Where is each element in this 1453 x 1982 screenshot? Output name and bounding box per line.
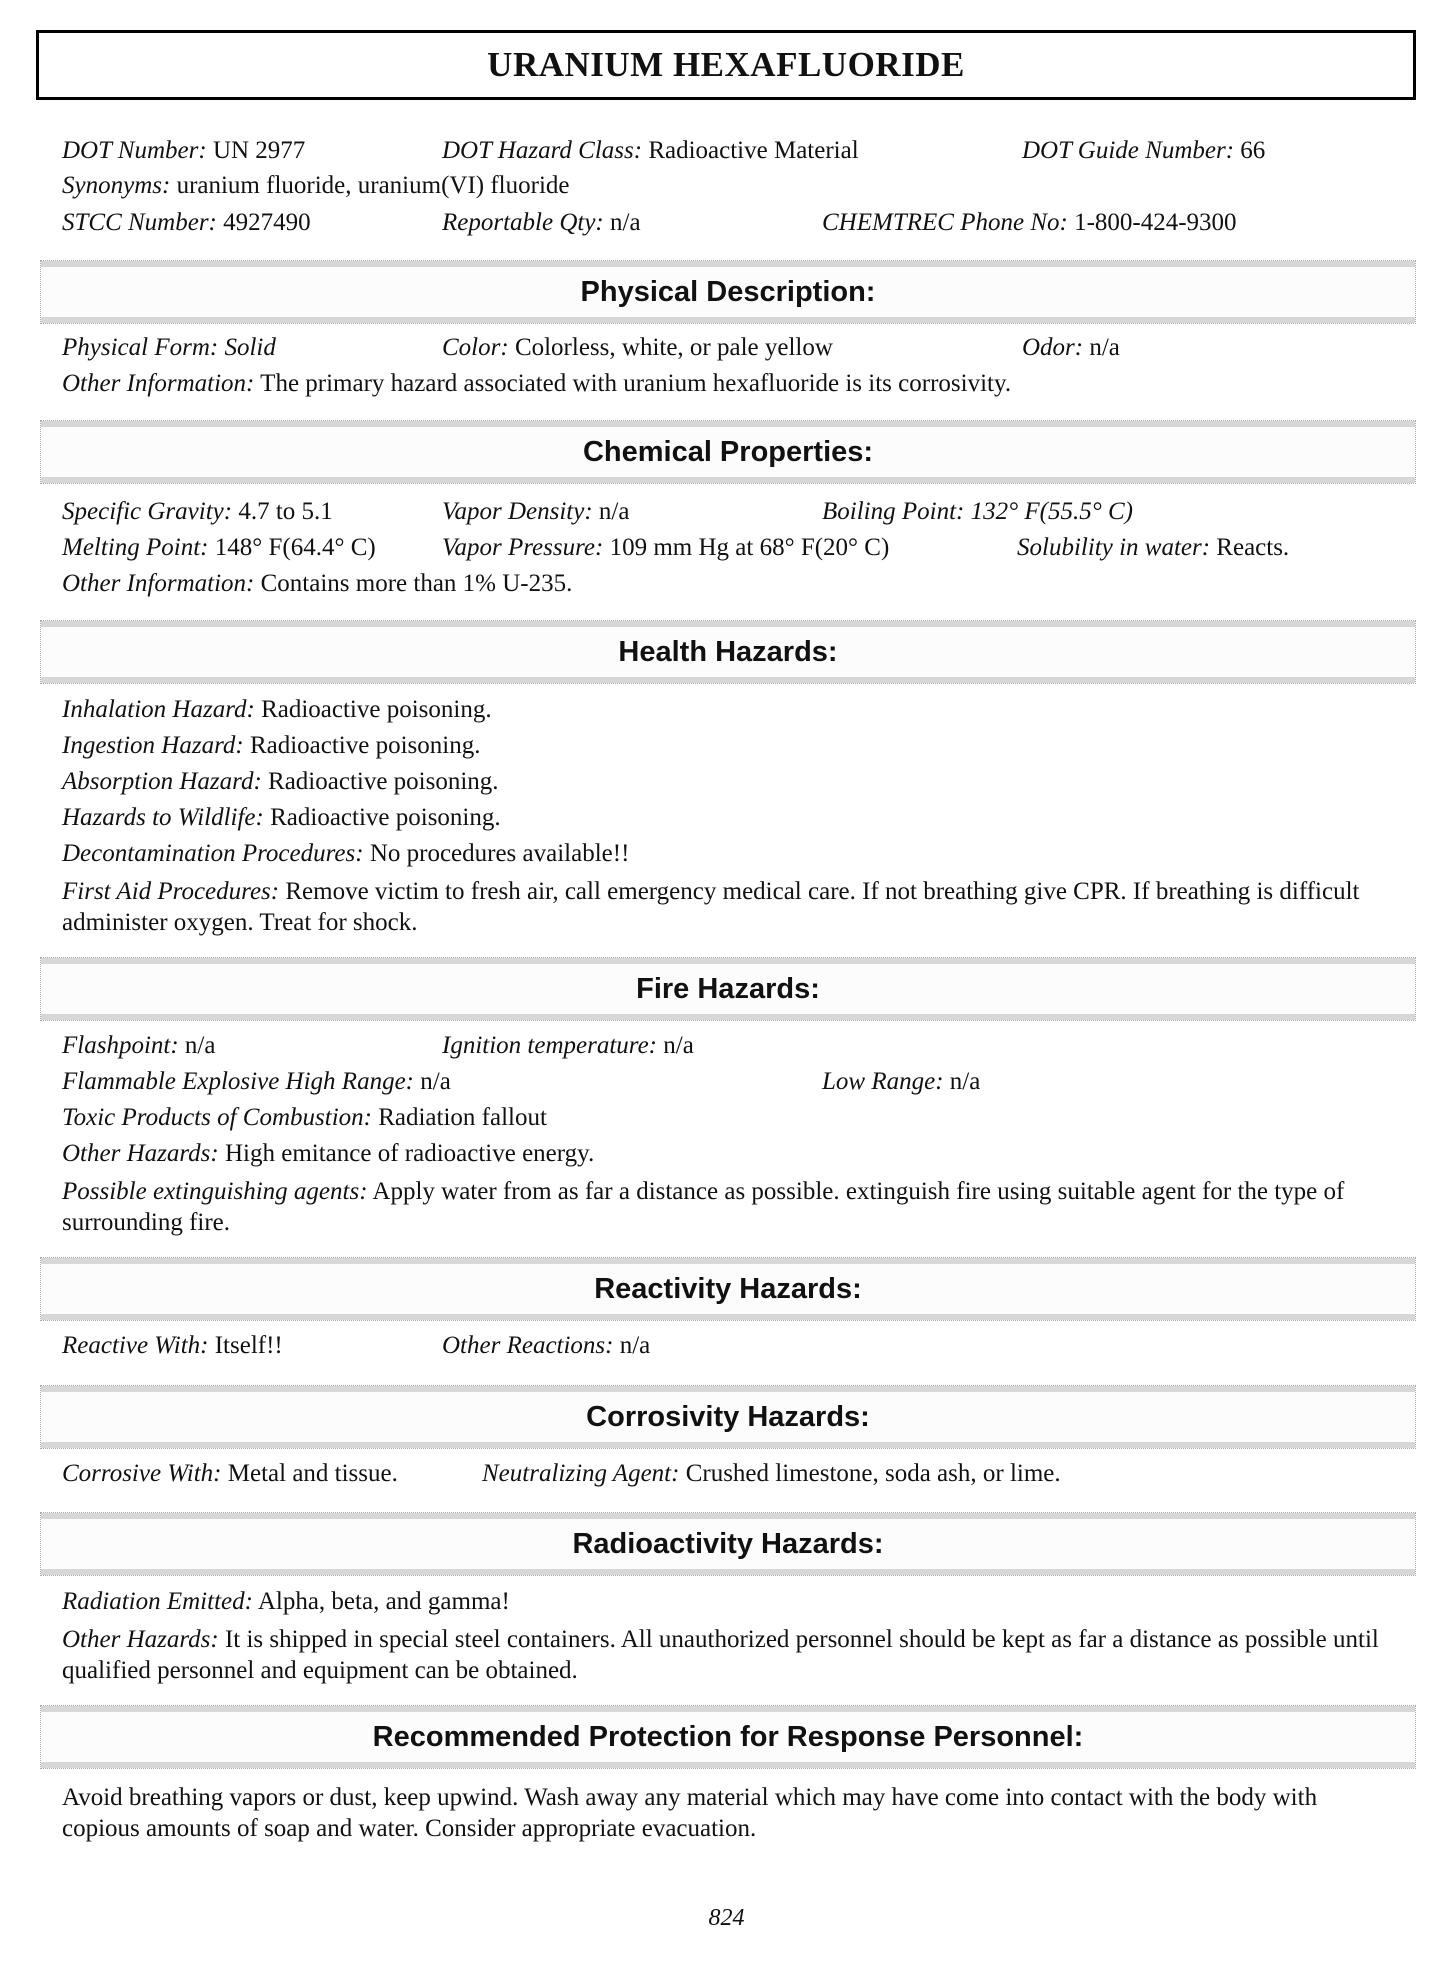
- toxic-products-field: Toxic Products of Combustion: Radiation fallout: [62, 1104, 547, 1131]
- reportable-qty-value: n/a: [610, 209, 641, 236]
- neutralizing-agent-value: Crushed limestone, soda ash, or lime.: [685, 1460, 1061, 1487]
- dot-number-value: UN 2977: [212, 137, 306, 164]
- specific-gravity-value: 4.7 to 5.1: [238, 498, 333, 525]
- solubility-field: Solubility in water: Reacts.: [1017, 534, 1290, 561]
- chemtrec-phone-value: 1-800-424-9300: [1074, 209, 1237, 236]
- protection-heading: Recommended Protection for Response Personnel:: [372, 1720, 1084, 1753]
- corrosive-with-field: Corrosive With: Metal and tissue.: [62, 1460, 398, 1487]
- decontamination-value: No procedures available!!: [369, 840, 630, 867]
- extinguishing-agents-value: Apply water from as far a distance as possible. extinguish fire using suitable agent for the type of surrounding fire.: [62, 1178, 1345, 1236]
- odor-value: n/a: [1089, 334, 1120, 361]
- vapor-density-value: n/a: [598, 498, 630, 525]
- flashpoint-value: n/a: [184, 1032, 216, 1059]
- decontamination-field: Decontamination Procedures: No procedures available!!: [62, 840, 630, 867]
- reactive-with-field: Reactive With: Itself!!: [62, 1332, 283, 1359]
- corrosive-with-value: Metal and tissue.: [227, 1460, 398, 1487]
- first-aid-field: First Aid Procedures: Remove victim to fresh air, call emergency medical care. If not breathing give CPR. If breathing is difficult administer oxygen. Treat for shock.: [62, 878, 1360, 936]
- vapor-pressure-value: 109 mm Hg at 68° F(20° C): [609, 534, 890, 561]
- radiation-emitted-field: Radiation Emitted: Alpha, beta, and gamma!: [62, 1588, 510, 1615]
- melting-point-value: 148° F(64.4° C): [214, 534, 376, 561]
- fire-other-hazards-value: High emitance of radioactive energy.: [224, 1140, 595, 1167]
- ignition-temperature-field: Ignition temperature: n/a: [442, 1032, 694, 1059]
- radioactivity-other-hazards-field: Other Hazards: It is shipped in special steel containers. All unauthorized personnel should be kept as far a distance as possible until qualified personnel and equipment can be obtained.: [62, 1626, 1379, 1684]
- chemtrec-phone-field: CHEMTREC Phone No: 1-800-424-9300: [822, 209, 1237, 236]
- dot-hazard-class-field: DOT Hazard Class: Radioactive Material: [442, 137, 859, 164]
- reportable-qty-field: Reportable Qty: n/a: [442, 209, 641, 236]
- inhalation-hazard-field: Inhalation Hazard: Radioactive poisoning.: [62, 696, 492, 723]
- odor-field: Odor: n/a: [1022, 334, 1120, 361]
- radiation-emitted-value: Alpha, beta, and gamma!: [257, 1588, 510, 1615]
- chemical-other-value: Contains more than 1% U-235.: [260, 570, 573, 597]
- other-reactions-field: Other Reactions: n/a: [442, 1332, 651, 1359]
- physical-other-value: The primary hazard associated with uranium hexafluoride is its corrosivity.: [260, 370, 1012, 397]
- physical-description-heading: Physical Description:: [580, 275, 876, 308]
- synonyms-value: uranium fluoride, uranium(VI) fluoride: [176, 172, 570, 199]
- page-title: URANIUM HEXAFLUORIDE: [487, 45, 965, 84]
- fire-other-hazards-field: Other Hazards: High emitance of radioactive energy.: [62, 1140, 595, 1167]
- dot-guide-number-field: DOT Guide Number: 66: [1022, 137, 1266, 164]
- reactive-with-value: Itself!!: [214, 1332, 283, 1359]
- protection-text: Avoid breathing vapors or dust, keep upwind. Wash away any material which may have come into contact with the body with copious amounts of soap and water. Consider appropriate evacuation.: [62, 1784, 1318, 1842]
- radioactivity-hazards-heading-band: [40, 1512, 1416, 1576]
- synonyms-field: Synonyms: uranium fluoride, uranium(VI) fluoride: [62, 172, 570, 199]
- extinguishing-agents-field: Possible extinguishing agents: Apply water from as far a distance as possible. extinguish fire using suitable agent for the type of surrounding fire.: [62, 1178, 1345, 1236]
- stcc-number-value: 4927490: [223, 209, 311, 236]
- vapor-density-field: Vapor Density: n/a: [442, 498, 630, 525]
- neutralizing-agent-field: Neutralizing Agent: Crushed limestone, soda ash, or lime.: [482, 1460, 1061, 1487]
- color-value: Colorless, white, or pale yellow: [514, 334, 833, 361]
- health-hazards-heading: Health Hazards:: [618, 635, 838, 668]
- boiling-point-field: Boiling Point: 132° F(55.5° C): [822, 498, 1133, 525]
- dot-number-field: DOT Number: UN 2977: [62, 137, 306, 164]
- title-box: [36, 30, 1416, 100]
- chemical-other-information: Other Information: Contains more than 1% U-235.: [62, 570, 573, 597]
- chemical-properties-heading-band: [40, 420, 1416, 484]
- ingestion-hazard-value: Radioactive poisoning.: [249, 732, 481, 759]
- chemical-properties-heading: Chemical Properties:: [582, 435, 874, 468]
- wildlife-hazard-value: Radioactive poisoning.: [270, 804, 501, 831]
- solubility-value: Reacts.: [1216, 534, 1290, 561]
- fire-hazards-heading: Fire Hazards:: [636, 972, 820, 1005]
- high-range-value: n/a: [420, 1068, 451, 1095]
- toxic-products-value: Radiation fallout: [378, 1104, 547, 1131]
- physical-form-field: Physical Form: Solid: [62, 334, 276, 361]
- first-aid-value: Remove victim to fresh air, call emergency medical care. If not breathing give CPR. If breathing is difficult administer oxygen. Treat for shock.: [62, 878, 1360, 936]
- radioactivity-hazards-heading: Radioactivity Hazards:: [572, 1527, 884, 1560]
- reactivity-hazards-heading-band: [40, 1257, 1416, 1321]
- inhalation-hazard-value: Radioactive poisoning.: [261, 696, 492, 723]
- physical-other-information: Other Information: The primary hazard associated with uranium hexafluoride is its corrosivity.: [62, 370, 1012, 397]
- page-number: 824: [708, 1905, 745, 1931]
- wildlife-hazard-field: Hazards to Wildlife: Radioactive poisoning.: [62, 804, 501, 831]
- low-range-field: Low Range: n/a: [822, 1068, 981, 1095]
- corrosivity-hazards-heading-band: [40, 1385, 1416, 1449]
- corrosivity-hazards-heading: Corrosivity Hazards:: [586, 1400, 870, 1433]
- ignition-temperature-value: n/a: [663, 1032, 694, 1059]
- dot-hazard-class-value: Radioactive Material: [648, 137, 859, 164]
- other-reactions-value: n/a: [619, 1332, 651, 1359]
- specific-gravity-field: Specific Gravity: 4.7 to 5.1: [62, 498, 333, 525]
- dot-guide-number-value: 66: [1240, 137, 1266, 164]
- reactivity-hazards-heading: Reactivity Hazards:: [594, 1272, 862, 1305]
- flashpoint-field: Flashpoint: n/a: [62, 1032, 216, 1059]
- physical-description-heading-band: [40, 260, 1416, 324]
- low-range-value: n/a: [949, 1068, 981, 1095]
- protection-heading-band: [40, 1705, 1416, 1769]
- absorption-hazard-field: Absorption Hazard: Radioactive poisoning.: [62, 768, 499, 795]
- color-field: Color: Colorless, white, or pale yellow: [442, 334, 833, 361]
- high-range-field: Flammable Explosive High Range: n/a: [62, 1068, 451, 1095]
- radioactivity-other-hazards-value: It is shipped in special steel containers. All unauthorized personnel should be kept as far a distance as possible until qualified personnel and equipment can be obtained.: [62, 1626, 1379, 1684]
- absorption-hazard-value: Radioactive poisoning.: [268, 768, 499, 795]
- vapor-pressure-field: Vapor Pressure: 109 mm Hg at 68° F(20° C): [442, 534, 890, 561]
- melting-point-field: Melting Point: 148° F(64.4° C): [62, 534, 376, 561]
- health-hazards-heading-band: [40, 620, 1416, 684]
- fire-hazards-heading-band: [40, 957, 1416, 1021]
- ingestion-hazard-field: Ingestion Hazard: Radioactive poisoning.: [62, 732, 481, 759]
- stcc-number-field: STCC Number: 4927490: [62, 209, 311, 236]
